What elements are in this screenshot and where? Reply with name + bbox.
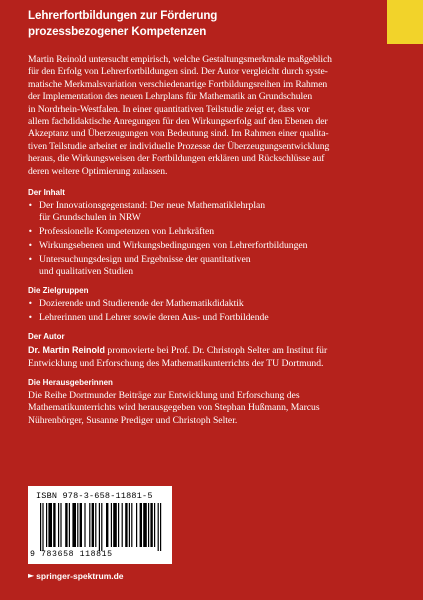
section-heading-inhalt: Der Inhalt [28, 188, 65, 198]
author-name: Dr. Martin Reinold [28, 345, 106, 356]
barcode-bar [129, 503, 130, 547]
list-item: • Der Innovationsgegenstand: Der neue Mathematiklehrplan für Grundschulen in NRW [28, 200, 386, 225]
barcode-bar [60, 503, 61, 547]
list-item: • Untersuchungsdesign und Ergebnisse der quantitativen und qualitativen Studien [28, 254, 386, 279]
list-item: • Lehrerinnen und Lehrer sowie deren Aus- und Fortbildende [28, 312, 386, 324]
section-heading-zielgruppen: Die Zielgruppen [28, 286, 89, 296]
inhalt-list [28, 200, 386, 278]
list-item: • Wirkungsebenen und Wirkungsbedingungen von Lehrerfortbildungen [28, 240, 386, 252]
author-paragraph: Dr. Martin Reinold promovierte bei Prof. Dr. Christoph Selter am Institut für Entwicklung und Erforschung des Mathematikunterrichts der TU Dortmund. [28, 345, 328, 369]
barcode-bar [101, 503, 102, 551]
barcode-bar [150, 503, 152, 547]
back-cover-text [28, 8, 386, 427]
barcode-bar [77, 503, 78, 547]
barcode-image [38, 503, 164, 551]
intro-paragraph: Martin Reinold untersucht empirisch, welche Gestaltungsmerkmale maßgeblich für den Erfolg von Lehrerfortbildungen sind. Der Autor vergleicht durch syste- matische Merkmalsvariation verschiedenartige Fortbildungsreihen im Rahmen der Implementation des neuen Lehrplans für Mathematik an Grundschulen in Nordrhein-Westfalen. In einer quantitativen Teilstudie zeigt er, dass vor allem fachdidaktische Anregungen für den Wirkungserfolg auf den Ebenen der Akzeptanz und Überzeugungen von Bedeutung sind. Im Rahmen einer qualita- tiven Teilstudie arbeitet er individuelle Prozesse der Überzeugungsentwicklung heraus, die Wirkungsweisen der Fortbildungen erklären und Rückschlüsse auf deren weitere Optimierung zulassen. [28, 54, 332, 177]
book-title: Lehrerfortbildungen zur Förderung prozessbezogener Kompetenzen [28, 9, 218, 38]
barcode-bar [125, 503, 127, 547]
barcode-bar [65, 503, 67, 547]
barcode-bar [69, 503, 70, 547]
isbn-label: ISBN 978-3-658-11881-5 [36, 491, 153, 501]
publisher-link[interactable] [28, 571, 124, 581]
barcode-bar [48, 503, 52, 547]
zielgruppen-list [28, 298, 386, 324]
barcode-bar [148, 503, 149, 547]
barcode-bar [136, 503, 137, 547]
barcode-bar [58, 503, 59, 547]
barcode-bar [80, 503, 82, 547]
section-heading-autor: Der Autor [28, 332, 65, 342]
barcode-bar [106, 503, 108, 547]
barcode-bar [95, 503, 96, 547]
accent-strip [387, 0, 423, 44]
barcode-bar [143, 503, 147, 547]
barcode-bar [84, 503, 85, 547]
barcode-box [28, 486, 172, 564]
arrow-right-icon: ► [28, 571, 35, 580]
barcode-bar [89, 503, 90, 547]
barcode-bar [99, 503, 100, 551]
barcode-bar [53, 503, 55, 547]
barcode-bar [140, 503, 142, 547]
list-item: • Professionelle Kompetenzen von Lehrkräften [28, 226, 386, 238]
publisher-url: springer-spektrum.de [36, 571, 124, 581]
editors-paragraph: Die Reihe Dortmunder Beiträge zur Entwicklung und Erforschung des Mathematikunterrichts wird herausgegeben von Stephan Hußmann, Marcus Nührenbörger, Susanne Prediger und Christoph Selter. [28, 390, 320, 426]
list-item: • Dozierende und Studierende der Mathematikdidaktik [28, 298, 386, 310]
barcode-digits: 9 783658 118815 [30, 550, 113, 559]
barcode-bar [154, 503, 155, 547]
barcode-bar [111, 503, 112, 547]
barcode-bar [122, 503, 123, 547]
barcode-bar [42, 503, 43, 551]
barcode-bar [40, 503, 41, 551]
barcode-bar [131, 503, 132, 547]
section-heading-herausgeberinnen: Die Herausgeberinnen [28, 378, 113, 388]
barcode-bar [72, 503, 76, 547]
barcode-bar [92, 503, 94, 547]
barcode-bar [160, 503, 161, 551]
barcode-bar [118, 503, 119, 547]
barcode-bar [158, 503, 159, 551]
barcode-bar [46, 503, 47, 547]
barcode-bar [113, 503, 117, 547]
